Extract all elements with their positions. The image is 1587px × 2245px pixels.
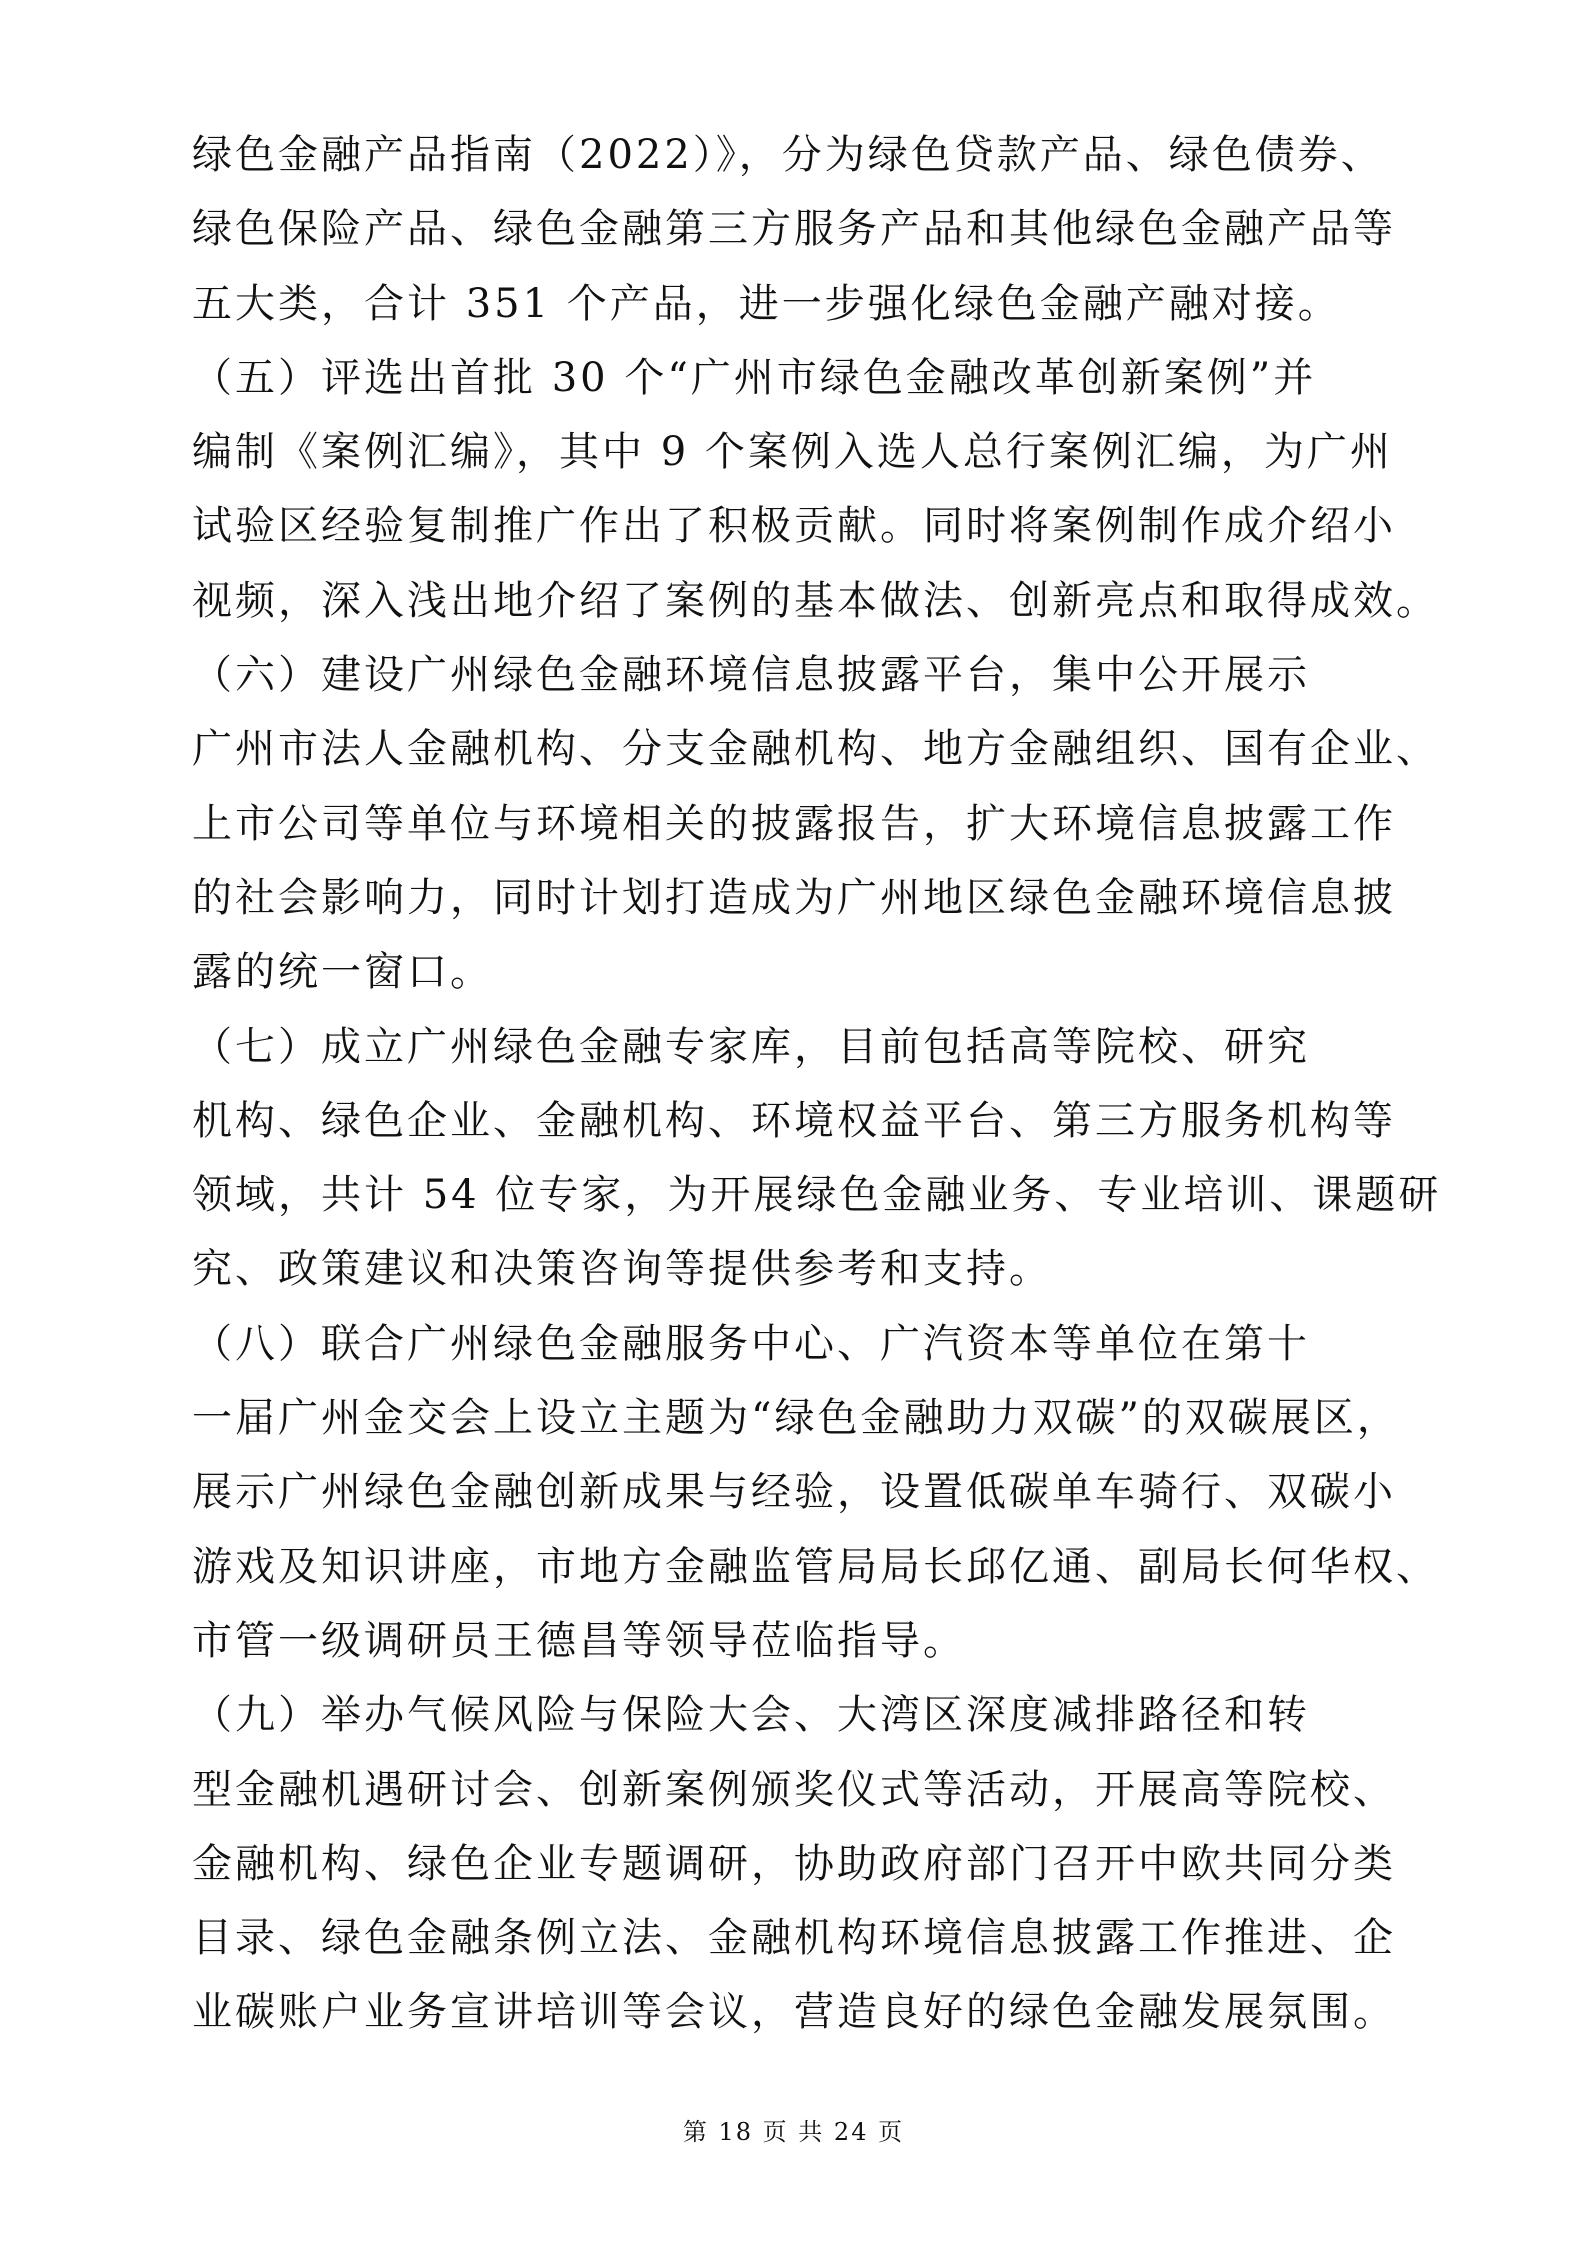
text-line: 金融机构、绿色企业专题调研，协助政府部门召开中欧共同分类 (192, 1840, 1396, 1887)
text-line: （九）举办气候风险与保险大会、大湾区深度减排路径和转 (192, 1692, 1310, 1739)
body-text (192, 118, 1442, 2050)
text-line: 业碳账户业务宣讲培训等会议，营造良好的绿色金融发展氛围。 (192, 1989, 1396, 2036)
text-line: 编制《案例汇编》，其中 9 个案例入选人总行案例汇编，为广州 (192, 429, 1393, 476)
text-line: 绿色金融产品指南（2022）》，分为绿色贷款产品、绿色债券、 (192, 132, 1384, 178)
text-line: 试验区经验复制推广作出了积极贡献。同时将案例制作成介绍小 (192, 503, 1396, 550)
text-line: （七）成立广州绿色金融专家库，目前包括高等院校、研究 (192, 1023, 1310, 1070)
paragraph-item-8 (192, 1307, 1439, 1678)
text-line: 的社会影响力，同时计划打造成为广州地区绿色金融环境信息披 (192, 874, 1396, 921)
text-line: 机构、绿色企业、金融机构、环境权益平台、第三方服务机构等 (192, 1097, 1396, 1144)
text-line: （八）联合广州绿色金融服务中心、广汽资本等单位在第十 (192, 1320, 1310, 1367)
text-line: 视频，深入浅出地介绍了案例的基本做法、创新亮点和取得成效。 (192, 577, 1439, 624)
text-line: 上市公司等单位与环境相关的披露报告，扩大环境信息披露工作 (192, 800, 1396, 847)
paragraph-item-5 (192, 341, 1439, 638)
text-line: 五大类，合计 351 个产品，进一步强化绿色金融产融对接。 (192, 280, 1341, 327)
text-line: 市管一级调研员王德昌等领导莅临指导。 (192, 1617, 966, 1664)
paragraph-product-guide (192, 118, 1404, 341)
text-line: 露的统一窗口。 (192, 949, 493, 996)
text-line: （五）评选出首批 30 个“广州市绿色金融改革创新案例”并 (192, 354, 1317, 401)
text-line: 广州市法人金融机构、分支金融机构、地方金融组织、国有企业、 (192, 726, 1439, 773)
text-line: 究、政策建议和决策咨询等提供参考和支持。 (192, 1246, 1052, 1293)
text-line: 领域，共计 54 位专家，为开展绿色金融业务、专业培训、课题研 (192, 1172, 1442, 1219)
paragraph-item-9 (192, 1678, 1404, 2049)
text-line: 绿色保险产品、绿色金融第三方服务产品和其他绿色金融产品等 (192, 206, 1396, 253)
text-line: 型金融机遇研讨会、创新案例颁奖仪式等活动，开展高等院校、 (192, 1766, 1396, 1813)
paragraph-item-6 (192, 638, 1439, 1009)
page-number-footer: 第 18 页 共 24 页 (682, 2118, 905, 2146)
paragraph-item-7 (192, 1010, 1442, 1307)
text-line: 展示广州绿色金融创新成果与经验，设置低碳单车骑行、双碳小 (192, 1469, 1396, 1516)
text-line: 一届广州金交会上设立主题为“绿色金融助力双碳”的双碳展区， (192, 1395, 1400, 1442)
text-line: （六）建设广州绿色金融环境信息披露平台，集中公开展示 (192, 652, 1310, 699)
text-line: 游戏及知识讲座，市地方金融监管局局长邱亿通、副局长何华权、 (192, 1543, 1439, 1590)
text-line: 目录、绿色金融条例立法、金融机构环境信息披露工作推进、企 (192, 1915, 1396, 1962)
